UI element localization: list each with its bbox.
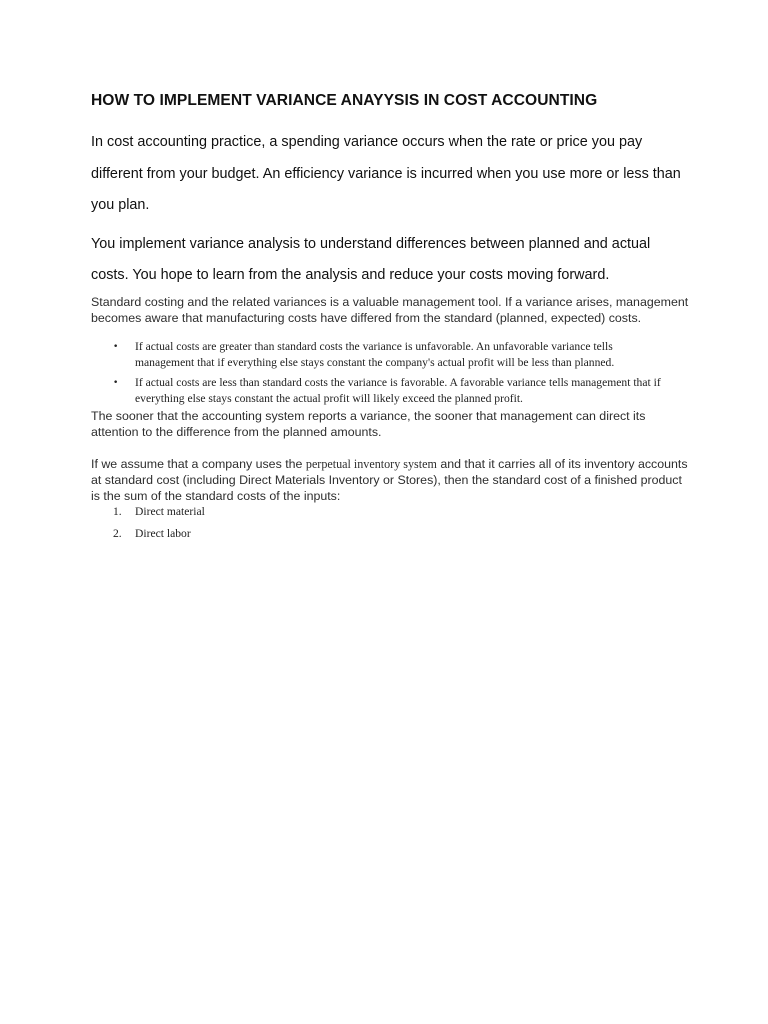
list-number: 1. bbox=[113, 504, 122, 518]
inputs-list bbox=[91, 504, 691, 542]
variance-bullet-list bbox=[91, 339, 691, 407]
reporting-paragraph: The sooner that the accounting system reports a variance, the sooner that management can direct its attention to the difference from the planned amounts. bbox=[91, 408, 646, 439]
list-item-label: Direct labor bbox=[135, 526, 191, 540]
list-item-direct-labor bbox=[91, 526, 691, 542]
standard-cost-text-start: If we assume that a company uses the bbox=[91, 456, 306, 471]
list-item-direct-material bbox=[91, 504, 691, 520]
standard-cost-text-end: and that it carries all of its inventory accounts at standard cost (including Direct Materials Inventory or Stores), then the standard cost of a finished product is the sum of the standard costs of the inputs: bbox=[91, 456, 688, 503]
list-number: 2. bbox=[113, 526, 122, 540]
list-item-label: Direct material bbox=[135, 504, 205, 518]
bullet-marker: • bbox=[113, 341, 119, 352]
bullet-marker: • bbox=[113, 377, 119, 388]
standard-costing-paragraph: Standard costing and the related variances is a valuable management tool. If a variance arises, management becomes aware that manufacturing costs have differed from the standard (planned, expected) costs. bbox=[91, 294, 689, 325]
spending-variance-paragraph: In cost accounting practice, a spending variance occurs when the rate or price you pay different from your budget. An efficiency variance is incurred when you use more or less than you plan. bbox=[91, 134, 681, 213]
bullet-text: If actual costs are less than standard costs the variance is favorable. A favorable variance tells management that if everything else stays constant the actual profit will likely exceed the planned profit. bbox=[135, 375, 661, 405]
variance-analysis-paragraph: You implement variance analysis to understand differences between planned and actual costs. You hope to learn from the analysis and reduce your costs moving forward. bbox=[91, 235, 651, 283]
document-page bbox=[91, 92, 691, 548]
standard-cost-paragraph bbox=[91, 456, 691, 504]
bullet-text: If actual costs are greater than standard costs the variance is unfavorable. An unfavorable variance tells management that if everything else stays constant the company's actual profit will be less than planned. bbox=[135, 339, 615, 369]
bullet-item-unfavorable bbox=[91, 339, 691, 371]
document-title: HOW TO IMPLEMENT VARIANCE ANAYYSIS IN COST ACCOUNTING bbox=[91, 92, 598, 109]
bullet-item-favorable bbox=[91, 375, 691, 407]
perpetual-inventory-link[interactable]: perpetual inventory system bbox=[305, 456, 437, 471]
